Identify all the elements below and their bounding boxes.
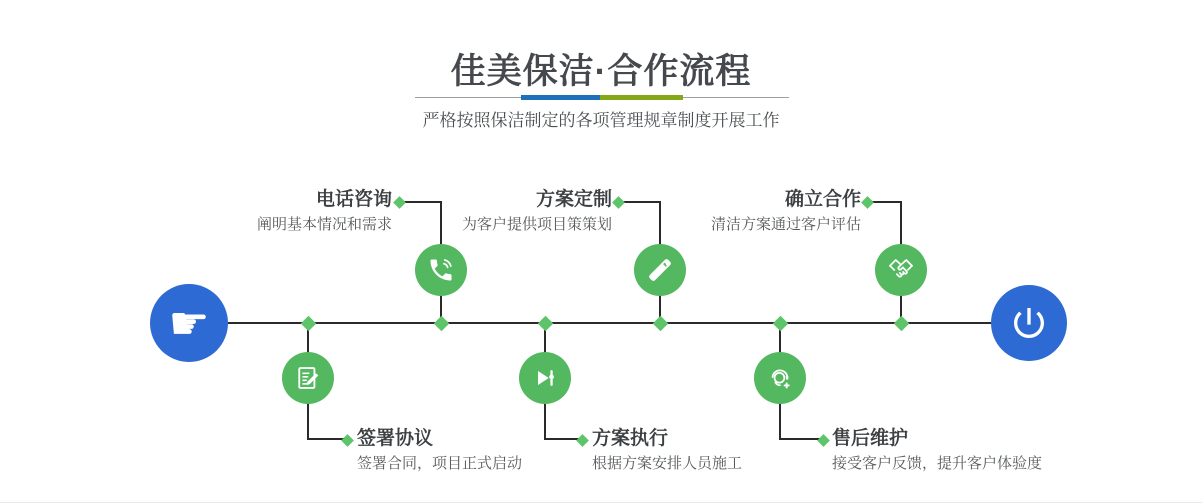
timeline-diamond — [434, 316, 450, 332]
step-label-establish-cooperation — [711, 189, 861, 235]
step-desc: 接受客户反馈，提升客户体验度 — [832, 455, 1043, 472]
connector-line — [779, 404, 781, 440]
step-desc: 清洁方案通过客户评估 — [710, 216, 861, 233]
timeline-diamond — [653, 316, 669, 332]
step-label-sign-agreement — [357, 428, 522, 474]
timeline-diamond — [538, 316, 554, 332]
label-diamond — [393, 196, 406, 209]
connector-line — [621, 201, 661, 203]
step-node-plan-customize — [634, 244, 686, 296]
step-title: 方案执行 — [592, 428, 669, 449]
step-node-sign-agreement — [282, 352, 334, 404]
step-label-plan-customize — [462, 189, 612, 235]
connector-line — [659, 203, 661, 244]
pointing-hand-icon: ☛ — [168, 296, 210, 350]
end-node — [991, 285, 1067, 361]
label-diamond — [861, 196, 874, 209]
step-desc: 为客户提供项目策策划 — [461, 216, 612, 233]
step-desc: 阐明基本情况和需求 — [256, 216, 392, 233]
page-subtitle: 严格按照保洁制定的各项管理规章制度开展工作 — [422, 111, 780, 130]
step-label-after-sales — [832, 428, 1042, 474]
step-label-phone-consult — [257, 189, 392, 235]
step-node-plan-execute — [519, 352, 571, 404]
connector-line — [307, 404, 309, 440]
step-desc: 根据方案安排人员施工 — [592, 455, 743, 472]
title-divider-green-segment — [600, 95, 683, 100]
start-node — [150, 284, 228, 362]
connector-line — [900, 203, 902, 244]
step-title: 确立合作 — [784, 189, 861, 210]
power-icon — [1009, 303, 1049, 343]
step-title: 售后维护 — [832, 428, 909, 449]
timeline-diamond — [773, 316, 789, 332]
timeline-diamond — [301, 316, 317, 332]
play-icon — [531, 364, 559, 392]
connector-line — [779, 438, 821, 440]
handshake-icon — [886, 255, 916, 285]
step-desc: 签署合同，项目正式启动 — [357, 455, 523, 472]
step-label-plan-execute — [592, 428, 742, 474]
label-diamond — [612, 196, 625, 209]
page-title: 佳美保洁·合作流程 — [450, 52, 752, 91]
connector-line — [307, 438, 345, 440]
phone-icon — [427, 256, 455, 284]
connector-line — [870, 201, 902, 203]
label-diamond — [341, 434, 354, 447]
timeline-line — [228, 322, 991, 324]
step-title: 电话咨询 — [315, 189, 392, 210]
step-node-after-sales — [754, 352, 806, 404]
connector-line — [544, 404, 546, 440]
timeline-diamond — [894, 316, 910, 332]
title-divider-blue-segment — [521, 95, 600, 100]
connector-line — [402, 201, 442, 203]
step-node-phone-consult — [415, 244, 467, 296]
label-diamond — [576, 434, 589, 447]
label-diamond — [817, 434, 830, 447]
support-icon — [766, 364, 794, 392]
design-tools-icon — [646, 256, 674, 284]
step-node-establish-cooperation — [875, 244, 927, 296]
step-title: 方案定制 — [535, 189, 612, 210]
connector-line — [544, 438, 580, 440]
contract-icon — [294, 364, 322, 392]
step-title: 签署协议 — [357, 428, 434, 449]
connector-line — [440, 203, 442, 244]
